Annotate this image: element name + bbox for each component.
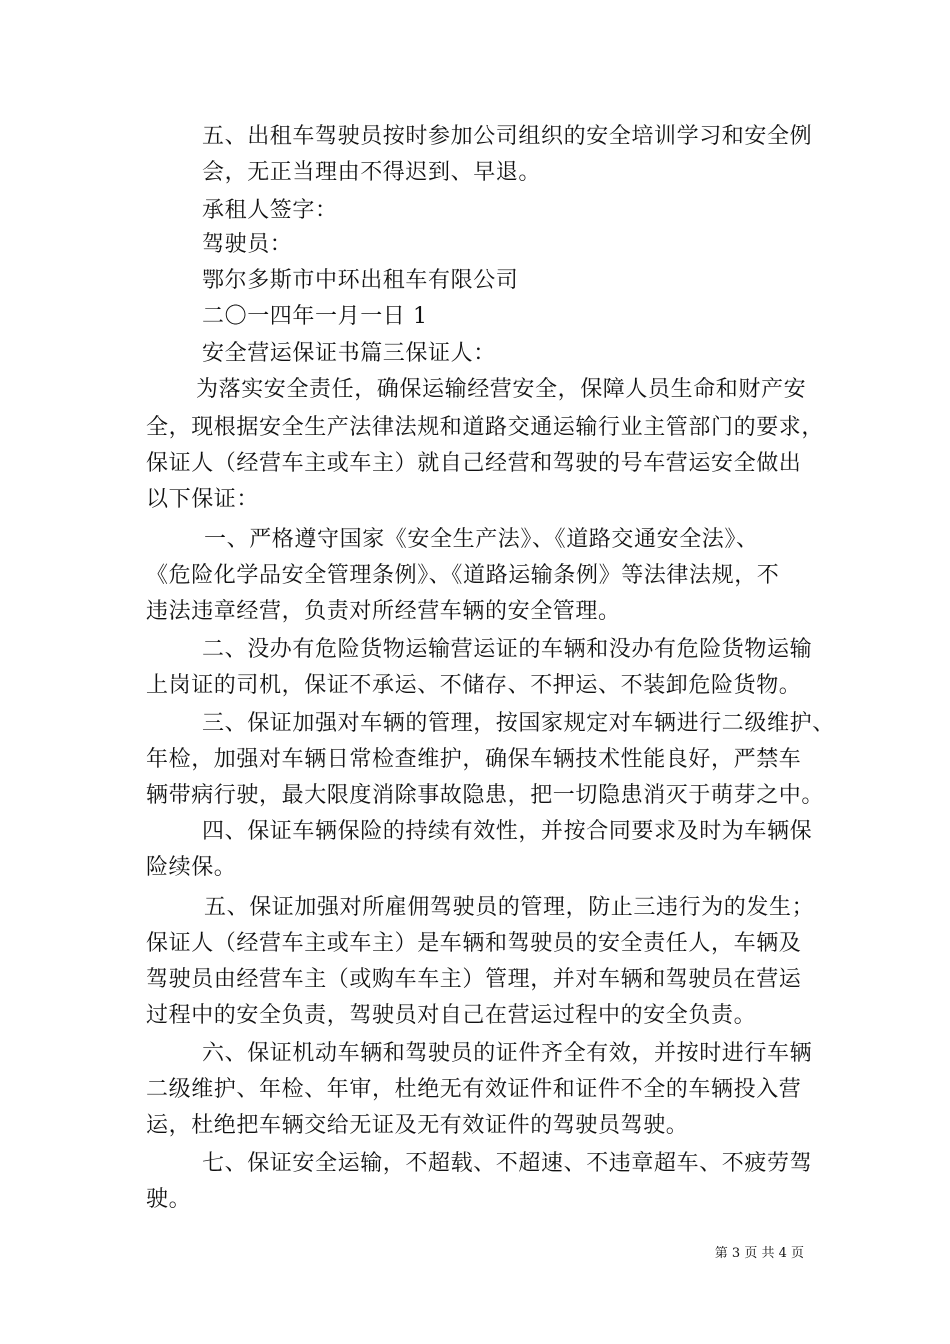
text-line: 一、严格遵守国家《安全生产法》、《道路交通安全法》、 <box>204 527 759 552</box>
text-line: 三、保证加强对车辆的管理，按国家规定对车辆进行二级维护、 <box>202 711 835 736</box>
text-line: 运，杜绝把车辆交给无证及无有效证件的驾驶员驾驶。 <box>146 1113 689 1138</box>
text-line: 上岗证的司机，保证不承运、不储存、不押运、不装卸危险货物。 <box>146 673 802 698</box>
text-line: 过程中的安全负责，驾驶员对自己在营运过程中的安全负责。 <box>146 1003 757 1028</box>
text-line: 安全营运保证书篇三保证人： <box>202 341 496 366</box>
text-line: 保证人（经营车主或车主）就自己经营和驾驶的号车营运安全做出 <box>146 451 802 476</box>
text-line: 以下保证： <box>146 487 260 512</box>
text-line: 会，无正当理由不得迟到、早退。 <box>202 160 542 185</box>
text-line: 二级维护、年检、年审，杜绝无有效证件和证件不全的车辆投入营 <box>146 1077 802 1102</box>
text-line: 五、出租车驾驶员按时参加公司组织的安全培训学习和安全例 <box>202 124 813 149</box>
text-line: 四、保证车辆保险的持续有效性，并按合同要求及时为车辆保 <box>202 819 813 844</box>
text-line: 驾驶员由经营车主（或购车车主）管理，并对车辆和驾驶员在营运 <box>146 967 802 992</box>
text-line: 驾驶员： <box>202 232 293 257</box>
text-line: 辆带病行驶，最大限度消除事故隐患，把一切隐患消灭于萌芽之中。 <box>146 783 825 808</box>
page-number: 第 3 页 共 4 页 <box>714 1246 804 1261</box>
text-line: 五、保证加强对所雇佣驾驶员的管理，防止三违行为的发生； <box>204 895 815 920</box>
text-line: 为落实安全责任，确保运输经营安全，保障人员生命和财产安 <box>196 377 807 402</box>
text-line: 鄂尔多斯市中环出租车有限公司 <box>202 268 519 293</box>
text-line: 承租人签字： <box>202 198 338 223</box>
text-line: 六、保证机动车辆和驾驶员的证件齐全有效，并按时进行车辆 <box>202 1041 813 1066</box>
text-line: 全，现根据安全生产法律法规和道路交通运输行业主管部门的要求， <box>146 415 825 440</box>
text-line: 违法违章经营，负责对所经营车辆的安全管理。 <box>146 599 621 624</box>
text-line: 二〇一四年一月一日 1 <box>202 304 428 329</box>
text-line: 险续保。 <box>146 855 237 880</box>
text-line: 《危险化学品安全管理条例》、《道路运输条例》等法律法规，不 <box>146 563 780 588</box>
text-line: 年检，加强对车辆日常检查维护，确保车辆技术性能良好，严禁车 <box>146 747 802 772</box>
text-line: 驶。 <box>146 1187 192 1212</box>
text-line: 七、保证安全运输，不超载、不超速、不违章超车、不疲劳驾 <box>202 1151 813 1176</box>
text-line: 二、没办有危险货物运输营运证的车辆和没办有危险货物运输 <box>202 637 813 662</box>
text-line: 保证人（经营车主或车主）是车辆和驾驶员的安全责任人，车辆及 <box>146 931 802 956</box>
